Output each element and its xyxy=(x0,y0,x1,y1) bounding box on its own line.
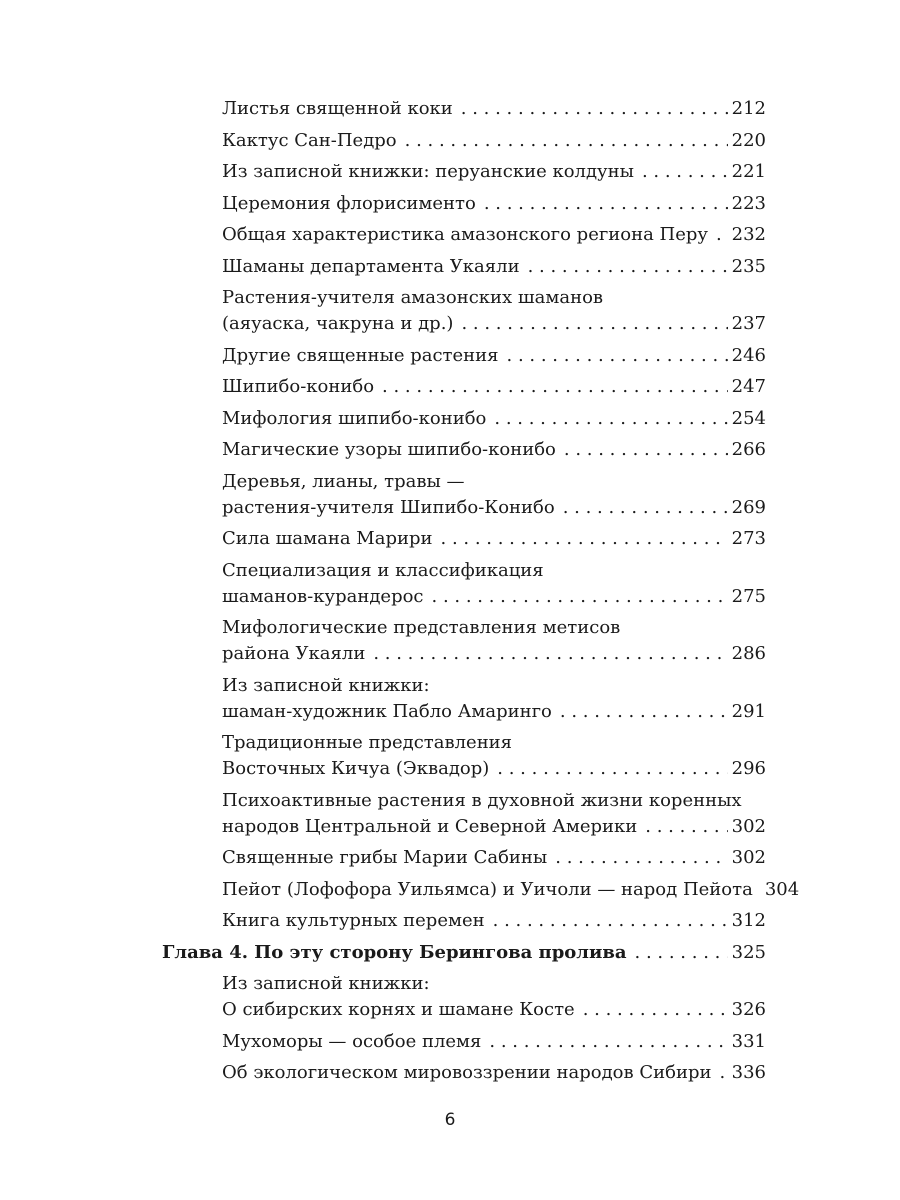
toc-entry[interactable] xyxy=(162,845,766,871)
toc-entry-row xyxy=(222,1060,766,1086)
dot-leader xyxy=(405,128,728,154)
toc-entry-title: шаман-художник Пабло Амаринго xyxy=(222,700,552,722)
toc-page-number: 220 xyxy=(731,129,766,151)
toc-entry-row xyxy=(222,96,766,122)
toc-entry[interactable] xyxy=(162,128,766,154)
toc-page-number: 326 xyxy=(731,999,766,1020)
toc-entry-title: Восточных Кичуа (Эквадор) xyxy=(222,758,490,779)
toc-page-number: 312 xyxy=(731,910,766,931)
dot-leader xyxy=(564,437,728,463)
toc-entry-row xyxy=(222,128,766,154)
toc-entry[interactable] xyxy=(162,469,766,521)
toc-entry-title-line: Психоактивные растения в духовной жизни коренных xyxy=(222,789,742,811)
toc-entry-row xyxy=(222,311,766,337)
toc-entry-title: Магические узоры шипибо-конибо xyxy=(222,439,556,460)
toc-entry[interactable] xyxy=(162,526,766,552)
toc-entry-title: Другие священные растения xyxy=(222,344,499,366)
toc-entry[interactable] xyxy=(162,971,766,1023)
toc-page-number: 223 xyxy=(731,192,766,214)
dot-leader xyxy=(432,584,728,610)
toc-entry-title-line: Из записной книжки: xyxy=(222,674,430,696)
toc-entry-row xyxy=(222,159,766,185)
toc-entry-row xyxy=(222,699,766,725)
toc-entry-title-line: Из записной книжки: xyxy=(222,973,430,994)
dot-leader xyxy=(642,159,728,185)
toc-entry[interactable] xyxy=(162,343,766,369)
dot-leader xyxy=(494,406,727,432)
toc-page-number: 254 xyxy=(731,407,766,429)
toc-page-number: 286 xyxy=(731,643,766,664)
dot-leader xyxy=(583,997,728,1023)
toc-entry-title: Кактус Сан-Педро xyxy=(222,129,397,151)
toc-entry[interactable] xyxy=(162,673,766,725)
toc-entry[interactable] xyxy=(162,437,766,463)
toc-entry-title: Мифология шипибо-конибо xyxy=(222,407,487,429)
dot-leader xyxy=(635,940,728,966)
toc-page-number: 235 xyxy=(731,255,766,277)
toc-page-number: 232 xyxy=(731,224,766,245)
dot-leader xyxy=(489,1029,727,1055)
toc-entry[interactable] xyxy=(162,558,766,610)
toc-entry-row xyxy=(222,845,766,871)
dot-leader xyxy=(719,1060,727,1086)
dot-leader xyxy=(563,495,728,521)
toc-entry-title: народов Центральной и Северной Америки xyxy=(222,815,638,837)
toc-entry-title: Общая характеристика амазонского региона Перу xyxy=(222,224,709,245)
toc-entry-title: шаманов-курандерос xyxy=(222,585,424,607)
toc-page-number: 336 xyxy=(731,1062,766,1083)
toc-entry[interactable] xyxy=(162,406,766,432)
toc-entry-row xyxy=(222,437,766,463)
dot-leader xyxy=(461,96,728,122)
toc-entry[interactable] xyxy=(162,1029,766,1055)
dot-leader xyxy=(555,845,727,871)
toc-entry-row xyxy=(162,940,766,966)
toc-entry[interactable] xyxy=(162,1060,766,1086)
dot-leader xyxy=(493,908,728,934)
toc-page-number: 302 xyxy=(731,815,766,837)
toc-entry-title-line: Мифологические представления метисов xyxy=(222,617,621,638)
toc-entry-title: Шаманы департамента Укаяли xyxy=(222,255,520,277)
toc-entry-title: Сила шамана Марири xyxy=(222,528,433,549)
toc-entry-title: Священные грибы Марии Сабины xyxy=(222,847,548,868)
dot-leader xyxy=(497,756,727,782)
toc-entry-title: Церемония флорисименто xyxy=(222,192,476,214)
toc-page-number: 275 xyxy=(731,585,766,607)
toc-entry[interactable] xyxy=(162,96,766,122)
toc-page-number: 246 xyxy=(731,344,766,366)
toc-entry[interactable] xyxy=(162,254,766,280)
toc-page-number: 221 xyxy=(731,161,766,182)
toc-entry-title: Шипибо-конибо xyxy=(222,376,375,397)
toc-page-number: 273 xyxy=(731,528,766,549)
toc-entry-row xyxy=(222,374,766,400)
toc-entry-title: Из записной книжки: перуанские колдуны xyxy=(222,161,634,182)
toc-entry[interactable] xyxy=(162,159,766,185)
toc-entry-title-line: Специализация и классификация xyxy=(222,559,544,581)
dot-leader xyxy=(461,311,727,337)
toc-entry[interactable] xyxy=(162,730,766,782)
toc-entry[interactable] xyxy=(162,788,766,840)
toc-entry-row xyxy=(222,756,766,782)
toc-page-number: 212 xyxy=(731,98,766,119)
table-of-contents xyxy=(162,96,800,1092)
dot-leader xyxy=(484,191,728,217)
toc-entry-title-line: Деревья, лианы, травы — xyxy=(222,470,465,492)
toc-entry[interactable] xyxy=(162,222,766,248)
toc-page-number: 266 xyxy=(731,439,766,460)
toc-page-number: 269 xyxy=(731,496,766,518)
toc-entry-row xyxy=(222,641,766,667)
toc-entry-title-line: Растения-учителя амазонских шаманов xyxy=(222,287,604,308)
dot-leader xyxy=(441,526,728,552)
toc-entry-title: Листья священной коки xyxy=(222,98,453,119)
toc-entry-title: растения-учителя Шипибо-Конибо xyxy=(222,496,555,518)
toc-entry-title: О сибирских корнях и шамане Косте xyxy=(222,999,575,1020)
toc-entry[interactable] xyxy=(162,615,766,667)
toc-entry-row xyxy=(222,526,766,552)
toc-page-number: 302 xyxy=(731,847,766,868)
dot-leader xyxy=(716,222,728,248)
toc-entry-row xyxy=(222,584,766,610)
toc-entry-row xyxy=(222,343,766,369)
toc-entry[interactable] xyxy=(162,908,766,934)
toc-entry-row xyxy=(222,997,766,1023)
toc-entry[interactable] xyxy=(162,877,800,903)
page-number: 6 xyxy=(444,1110,456,1130)
toc-page-number: 325 xyxy=(731,941,766,963)
toc-entry-title: (аяуаска, чакруна и др.) xyxy=(222,313,454,334)
dot-leader xyxy=(528,254,728,280)
toc-page-number: 237 xyxy=(731,313,766,334)
toc-page-number: 247 xyxy=(731,376,766,397)
toc-entry-title-line: Традиционные представления xyxy=(222,732,513,753)
toc-entry-row xyxy=(222,814,766,840)
toc-entry-title: Книга культурных перемен xyxy=(222,910,485,931)
toc-page-number: 304 xyxy=(764,878,800,900)
toc-entry-row xyxy=(222,908,766,934)
toc-entry-title: Пейот (Лофофора Уильямса) и Уичоли — народ Пейота xyxy=(222,878,753,900)
toc-entry-row xyxy=(222,495,766,521)
toc-entry-title: Мухоморы — особое племя xyxy=(222,1030,482,1052)
toc-entry-row xyxy=(222,191,766,217)
toc-entry-row xyxy=(222,877,800,903)
toc-entry-row xyxy=(222,254,766,280)
toc-page-number: 291 xyxy=(731,700,766,722)
toc-entry[interactable] xyxy=(162,191,766,217)
dot-leader xyxy=(382,374,728,400)
toc-entry-title: района Укаяли xyxy=(222,643,366,664)
toc-entry-row xyxy=(222,1029,766,1055)
toc-entry[interactable] xyxy=(162,285,766,337)
toc-entry[interactable] xyxy=(162,374,766,400)
toc-chapter-entry[interactable] xyxy=(162,940,766,966)
dot-leader xyxy=(645,814,727,840)
dot-leader xyxy=(507,343,728,369)
toc-page-number: 296 xyxy=(731,758,766,779)
dot-leader xyxy=(373,641,727,667)
toc-entry-title: Об экологическом мировоззрении народов Сибири xyxy=(222,1062,712,1083)
toc-page-number: 331 xyxy=(731,1030,766,1052)
dot-leader xyxy=(560,699,728,725)
toc-entry-title: Глава 4. По эту сторону Берингова пролива xyxy=(162,941,627,963)
toc-entry-row xyxy=(222,406,766,432)
toc-entry-row xyxy=(222,222,766,248)
